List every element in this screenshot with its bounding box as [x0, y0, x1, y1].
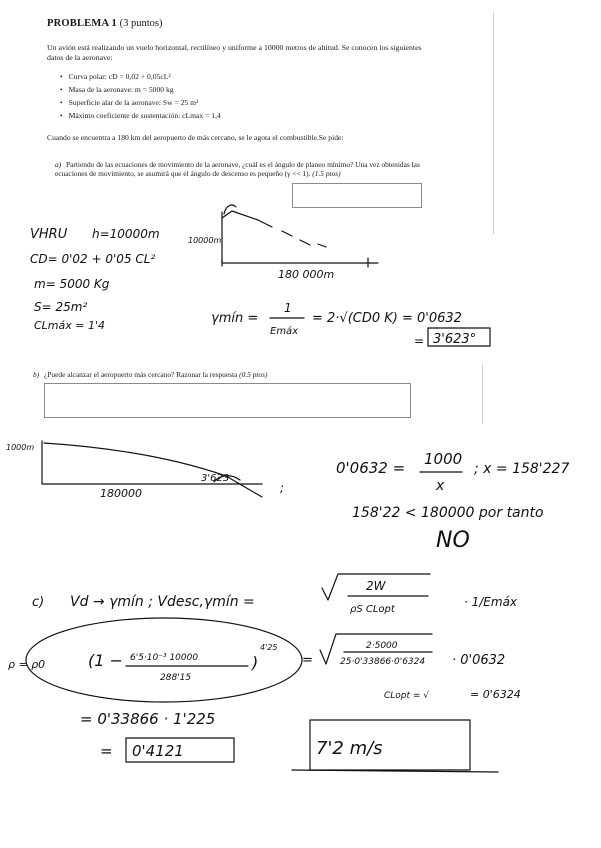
hw-b-angle: 3'623: [201, 473, 230, 484]
hw-c-label: c): [32, 595, 45, 610]
part-b-points: (0.5 ptos): [239, 370, 268, 379]
hw-c-clopt-val: = 0'6324: [470, 688, 521, 701]
hw-c-sqrt-num: 2·5000: [366, 641, 398, 651]
equals-sign: =: [100, 742, 113, 760]
hw-b-comparison: 158'22 < 180000 por tanto: [352, 505, 544, 521]
hw-a-formula-den: Emáx: [270, 326, 299, 337]
hw-c-clopt: CLopt = √: [384, 691, 430, 701]
hw-c-rho-inner-num: 6'5·10⁻³ 10000: [130, 653, 199, 663]
bracket: ): [252, 653, 259, 672]
hw-a-data-line: CD= 0'02 + 0'05 CL²: [30, 252, 156, 266]
part-a-text: Partiendo de las ecuaciones de movimiento de la aeronave, ¿cuál es el ángulo de planeo mínimo? Una vez obtenidas las ecuaciones de movimiento, se asumirá que el ángulo de descenso es pequeño (γ << 1).: [55, 160, 420, 179]
part-b-label: b): [33, 370, 40, 379]
problem-title-text: PROBLEMA 1: [47, 18, 117, 29]
bracket: (1 −: [88, 651, 123, 670]
hw-a-data-line: VHRU: [30, 227, 68, 242]
hw-b-distance: 180000: [100, 487, 142, 500]
hw-c-velocity: 7'2 m/s: [316, 738, 383, 759]
hw-c-rho-exp: 4'25: [260, 643, 278, 652]
hw-c-frac-den: ρS CLopt: [350, 604, 395, 615]
list-item: • Superficie alar de la aeronave: Sw = 25 m²: [60, 96, 221, 109]
hw-a-formula-rhs: = 2·√(CD0 K) = 0'0632: [312, 311, 462, 326]
hw-b-glide-sketch: [42, 441, 262, 497]
list-item: • Curva polar: cD = 0,02 + 0,05cL²: [60, 70, 221, 83]
hw-c-line1: Vd → γmín ; Vdesc,γmín =: [70, 594, 255, 610]
problem-question: Cuando se encuentra a 180 km del aeropuerto de más cercano, se le agota el combustible.Se pide:: [47, 133, 344, 142]
hw-c-rho-inner-den: 288'15: [160, 673, 192, 683]
equals-sign: =: [302, 653, 313, 668]
hw-c-sqrt-den: 25·0'33866·0'6324: [340, 657, 426, 667]
part-a-points: (1.5 ptos): [312, 169, 341, 179]
hw-b-eq-num: 1000: [424, 450, 463, 468]
separator-mark: ;: [280, 481, 285, 495]
hw-c-frac-num: 2W: [366, 579, 386, 593]
equals-sign: =: [414, 334, 425, 348]
part-a-label: a): [55, 160, 62, 169]
hw-b-altitude: 1000m: [6, 443, 35, 452]
hw-a-glide-sketch: [222, 205, 378, 267]
hw-c-rho-result: 0'4121: [132, 742, 184, 760]
problem-intro: Un avión está realizando un vuelo horizontal, rectilíneo y uniforme a 10000 metros de altitud. Se conocen los siguientes datos de la aeronave:: [47, 43, 422, 62]
hw-c-sqrt-times: · 0'0632: [452, 653, 506, 668]
hw-c-times: · 1/Emáx: [464, 595, 518, 609]
hw-a-data-line: CLmáx = 1'4: [34, 319, 106, 332]
hw-c-rho-lhs: ρ = ρ0: [8, 658, 46, 671]
hw-a-formula-lhs: γmín =: [211, 311, 259, 326]
hw-b-eq-den: x: [436, 478, 445, 494]
list-item: • Masa de la aeronave: m = 5000 kg: [60, 83, 221, 96]
hw-a-distance: 180 000m: [278, 268, 335, 281]
hw-a-answer: 3'623°: [433, 332, 477, 347]
hw-a-data-line: h=10000m: [92, 227, 160, 241]
hw-b-eq-rhs: ; x = 158'227: [474, 461, 570, 477]
part-b-text: ¿Puede alcanzar el aeropuerto más cercano? Razonar la respuesta: [44, 370, 238, 379]
hw-a-data-line: S= 25m²: [34, 300, 88, 314]
hw-c-rho-val: = 0'33866 · 1'225: [80, 710, 216, 728]
hw-a-altitude: 10000m: [188, 236, 222, 245]
list-item: • Máximo coeficiente de sustentación: cLmax = 1,4: [60, 109, 221, 122]
hw-a-formula-num: 1: [284, 301, 292, 315]
hw-b-conclusion: NO: [436, 528, 470, 553]
hw-a-data-line: m= 5000 Kg: [34, 277, 110, 291]
hw-b-eq-lhs: 0'0632 =: [336, 459, 406, 477]
problem-points: (3 puntos): [119, 18, 163, 29]
